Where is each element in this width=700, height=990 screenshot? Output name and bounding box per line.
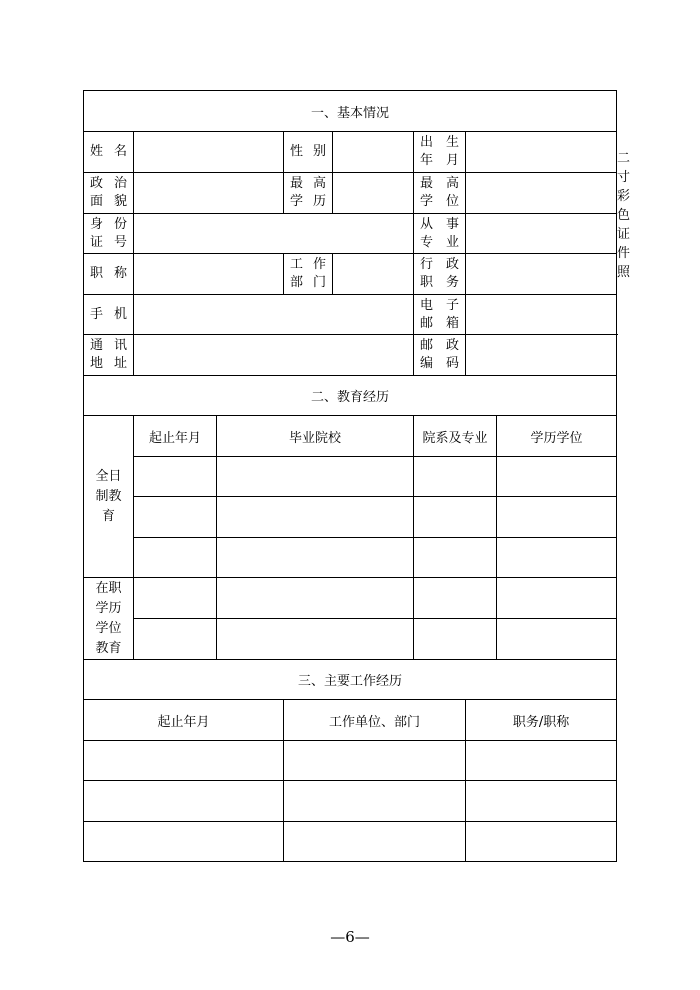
label-dept: 工 作 部 门: [284, 254, 333, 295]
field-title[interactable]: [134, 254, 284, 295]
label-title: 职 称: [84, 254, 134, 295]
field-name[interactable]: [134, 132, 284, 173]
registration-form: 一、基本情况 姓 名 性 别 出 生 年 月 二寸彩色证件照 政 治 面 貌 最 高 学 历 最 高 学 位 身 份 证 号 从 事 专 业 职 称 工 作 部 门 行 政 职 务 手 机 电 子 邮 箱 通 讯 地 址 邮 政 编 码 二、教育经历 全日 制教 育 起止年月 毕业院校 院系及专业 学历学位 在职 学历 学位 教育 三、主要工作经历 起止年月 工作单位、部门 职务/职称: [83, 90, 617, 862]
edu-cell[interactable]: [217, 578, 414, 619]
field-political[interactable]: [134, 173, 284, 214]
edu-cell[interactable]: [134, 578, 217, 619]
edu-cell[interactable]: [217, 538, 414, 578]
edu-cell[interactable]: [497, 457, 617, 497]
field-position[interactable]: [466, 254, 617, 295]
field-birth[interactable]: [466, 132, 617, 173]
edu-cell[interactable]: [414, 457, 497, 497]
edu-cell[interactable]: [217, 619, 414, 660]
work-header-position: 职务/职称: [466, 700, 617, 741]
edu-cell[interactable]: [134, 538, 217, 578]
label-address: 通 讯 地 址: [84, 335, 134, 376]
page-number: —6—: [330, 928, 370, 946]
field-degree-highest[interactable]: [466, 173, 617, 214]
work-cell[interactable]: [84, 741, 284, 781]
edu-header-degree: 学历学位: [497, 416, 617, 457]
label-gender: 性 别: [284, 132, 333, 173]
label-political: 政 治 面 貌: [84, 173, 134, 214]
label-birth: 出 生 年 月: [414, 132, 466, 173]
edu-fulltime-row: [84, 538, 617, 578]
work-row: [84, 741, 617, 781]
edu-fulltime-row: [84, 497, 617, 538]
label-position: 行 政 职 务: [414, 254, 466, 295]
work-cell[interactable]: [84, 822, 284, 862]
edu-cell[interactable]: [134, 457, 217, 497]
edu-header-school: 毕业院校: [217, 416, 414, 457]
edu-cell[interactable]: [497, 497, 617, 538]
label-fulltime-education: 全日 制教 育: [84, 416, 134, 578]
work-cell[interactable]: [284, 822, 466, 862]
edu-cell[interactable]: [217, 457, 414, 497]
edu-cell[interactable]: [134, 497, 217, 538]
label-id: 身 份 证 号: [84, 214, 134, 254]
edu-header-period: 起止年月: [134, 416, 217, 457]
label-email: 电 子 邮 箱: [414, 295, 466, 335]
label-edu-highest: 最 高 学 历: [284, 173, 333, 214]
label-phone: 手 机: [84, 295, 134, 335]
field-edu-highest[interactable]: [333, 173, 414, 214]
edu-cell[interactable]: [497, 578, 617, 619]
label-postcode: 邮 政 编 码: [414, 335, 466, 376]
field-phone[interactable]: [134, 295, 414, 335]
edu-cell[interactable]: [414, 538, 497, 578]
section-title-basic: 一、基本情况: [84, 91, 617, 132]
work-row: [84, 822, 617, 862]
field-id[interactable]: [134, 214, 414, 254]
field-postcode[interactable]: [466, 335, 617, 376]
field-dept[interactable]: [333, 254, 414, 295]
section-title-work: 三、主要工作经历: [84, 660, 617, 700]
edu-cell[interactable]: [497, 619, 617, 660]
work-cell[interactable]: [284, 781, 466, 822]
work-header-unit: 工作单位、部门: [284, 700, 466, 741]
section-title-education: 二、教育经历: [84, 376, 617, 416]
label-degree-highest: 最 高 学 位: [414, 173, 466, 214]
label-major: 从 事 专 业: [414, 214, 466, 254]
edu-fulltime-row: [84, 457, 617, 497]
edu-header-dept-major: 院系及专业: [414, 416, 497, 457]
edu-cell[interactable]: [134, 619, 217, 660]
work-cell[interactable]: [466, 822, 617, 862]
edu-parttime-row: [84, 578, 617, 619]
edu-cell[interactable]: [414, 578, 497, 619]
edu-cell[interactable]: [414, 497, 497, 538]
edu-parttime-row: [84, 619, 617, 660]
label-name: 姓 名: [84, 132, 134, 173]
edu-cell[interactable]: [497, 538, 617, 578]
edu-cell[interactable]: [217, 497, 414, 538]
work-row: [84, 781, 617, 822]
edu-cell[interactable]: [414, 619, 497, 660]
work-header-period: 起止年月: [84, 700, 284, 741]
field-email[interactable]: [466, 295, 617, 335]
field-gender[interactable]: [333, 132, 414, 173]
work-cell[interactable]: [284, 741, 466, 781]
label-parttime-education: 在职 学历 学位 教育: [84, 578, 134, 660]
field-major[interactable]: [466, 214, 617, 254]
work-cell[interactable]: [466, 741, 617, 781]
work-cell[interactable]: [84, 781, 284, 822]
work-cell[interactable]: [466, 781, 617, 822]
field-address[interactable]: [134, 335, 414, 376]
